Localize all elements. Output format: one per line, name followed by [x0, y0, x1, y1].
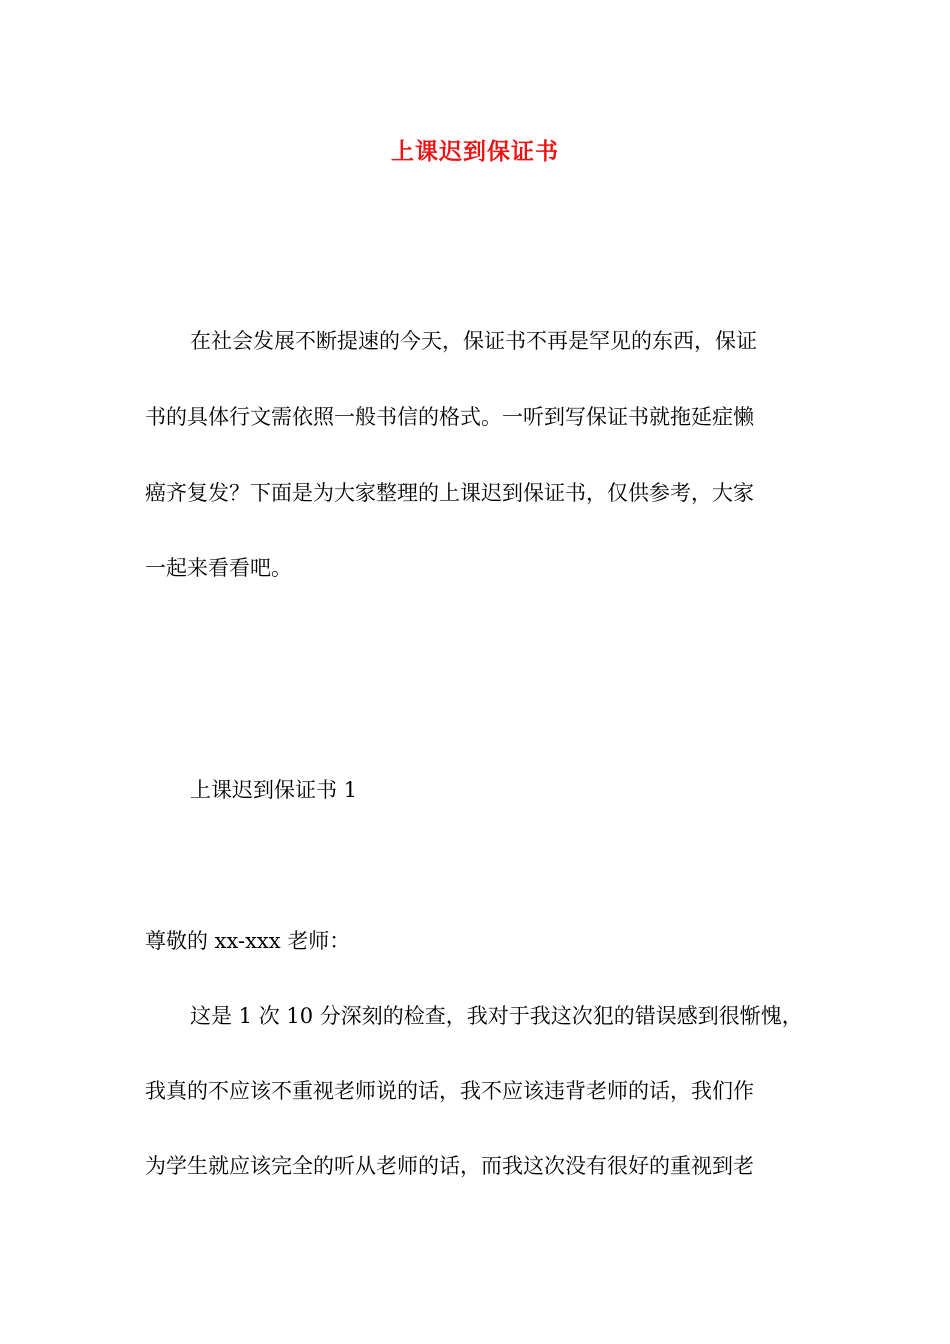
- document-title: 上课迟到保证书: [391, 138, 559, 165]
- body-line-1: 这是 1 次 10 分深刻的检查，我对于我这次犯的错误感到很惭愧，: [190, 1004, 803, 1028]
- intro-line-3: 癌齐复发？下面是为大家整理的上课迟到保证书，仅供参考，大家: [145, 481, 754, 505]
- intro-line-1: 在社会发展不断提速的今天，保证书不再是罕见的东西，保证: [190, 329, 757, 353]
- body-line-2: 我真的不应该不重视老师说的话，我不应该违背老师的话，我们作: [145, 1079, 754, 1103]
- salutation: 尊敬的 xx-xxx 老师：: [145, 929, 351, 953]
- body-line-3: 为学生就应该完全的听从老师的话，而我这次没有很好的重视到老: [145, 1154, 754, 1178]
- intro-line-2: 书的具体行文需依照一般书信的格式。一听到写保证书就拖延症懒: [145, 405, 754, 429]
- intro-line-4: 一起来看看吧。: [145, 556, 292, 580]
- section-heading: 上课迟到保证书 1: [190, 778, 358, 802]
